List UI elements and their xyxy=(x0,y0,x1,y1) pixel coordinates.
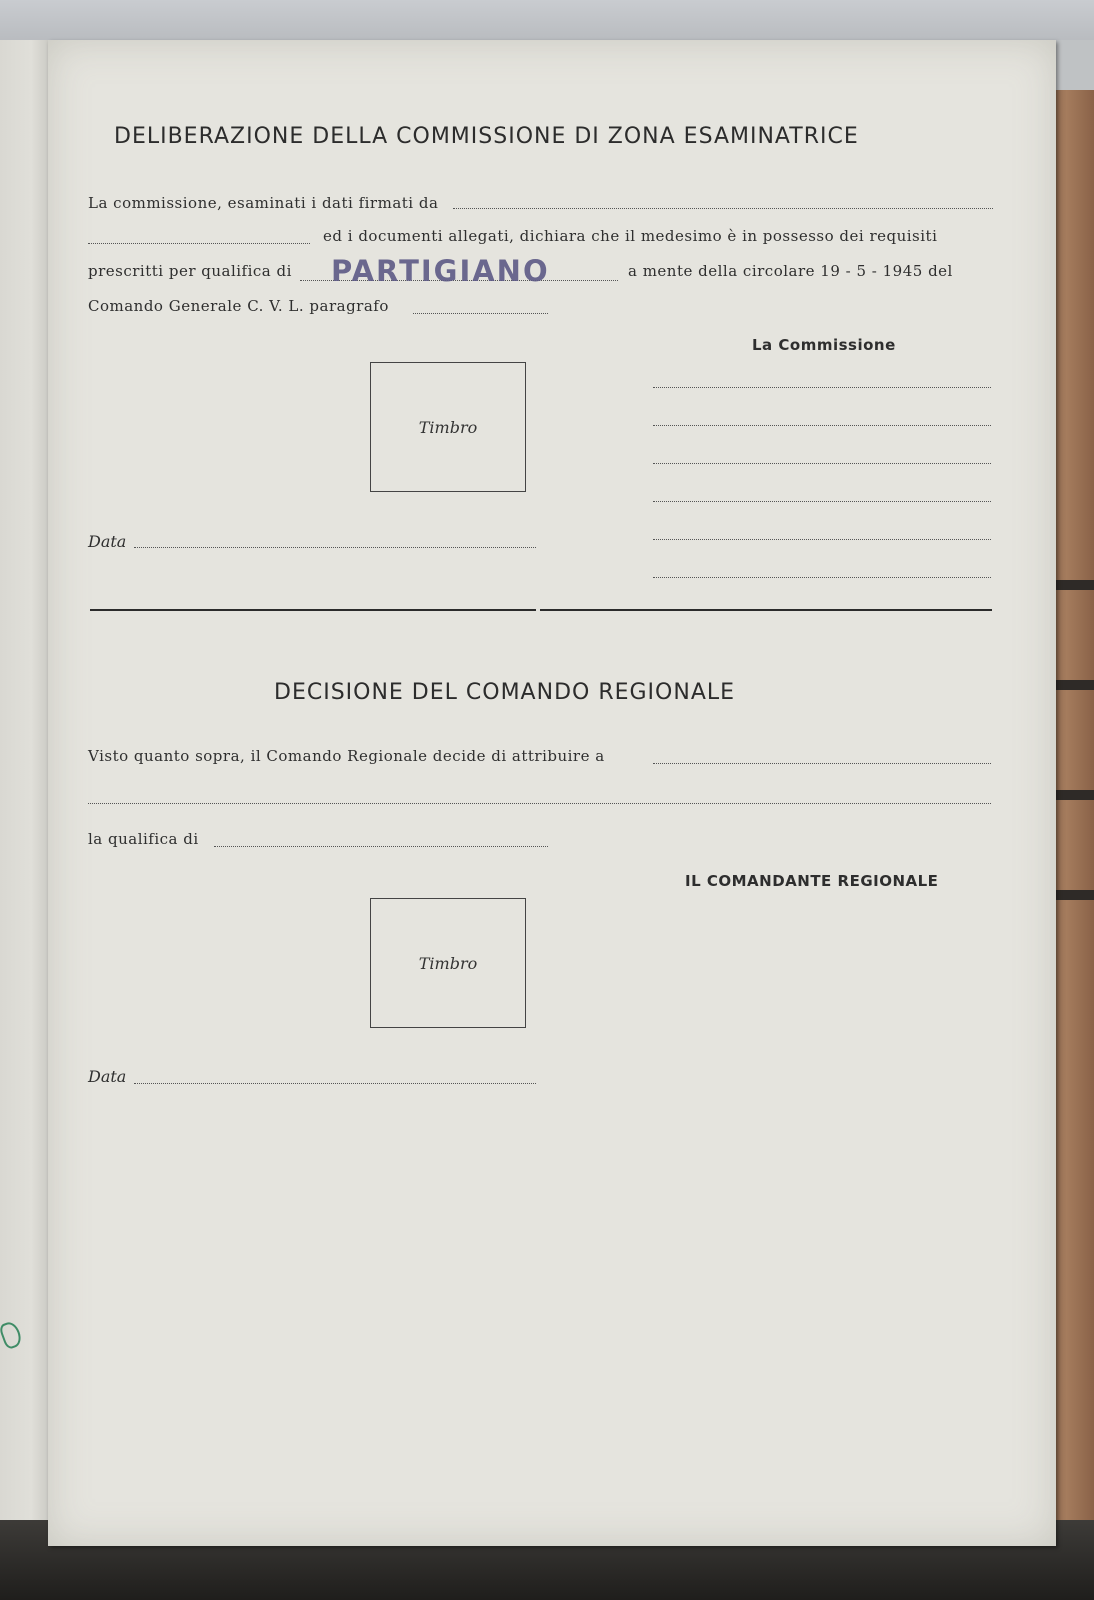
commission-signature-line[interactable] xyxy=(653,501,991,502)
document-page xyxy=(48,40,1056,1546)
date-label-1: Data xyxy=(88,532,127,551)
date-label-2: Data xyxy=(88,1067,127,1086)
stamp-box-2 xyxy=(370,898,526,1028)
recipient-field-cont[interactable] xyxy=(88,803,991,804)
section-title-deliberazione: DELIBERAZIONE DELLA COMMISSIONE DI ZONA ESAMINATRICE xyxy=(114,124,859,149)
date-field-1[interactable] xyxy=(134,547,536,548)
commission-signature-line[interactable] xyxy=(653,387,991,388)
commission-signature-line[interactable] xyxy=(653,577,991,578)
partigiano-stamp: PARTIGIANO xyxy=(331,254,550,288)
qualifica-label: la qualifica di xyxy=(88,830,199,848)
commission-line-3b: a mente della circolare 19 - 5 - 1945 del xyxy=(628,262,953,280)
decision-line-1: Visto quanto sopra, il Comando Regionale decide di attribuire a xyxy=(88,747,605,765)
signer-name-field-cont[interactable] xyxy=(88,243,310,244)
signer-name-field[interactable] xyxy=(453,208,993,209)
recipient-field[interactable] xyxy=(653,763,991,764)
section-title-decisione: DECISIONE DEL COMANDO REGIONALE xyxy=(274,680,736,705)
stamp-label: Timbro xyxy=(418,417,478,437)
commission-signature-line[interactable] xyxy=(653,539,991,540)
section-divider-left xyxy=(90,609,536,611)
commission-signature-line[interactable] xyxy=(653,463,991,464)
background-fabric xyxy=(0,0,1094,40)
section-divider-right xyxy=(540,609,992,611)
stamp-box-1 xyxy=(370,362,526,492)
commission-line-2: ed i documenti allegati, dichiara che il medesimo è in possesso dei requisiti xyxy=(323,227,938,245)
commander-label: IL COMANDANTE REGIONALE xyxy=(685,872,939,890)
commission-line-4: Comando Generale C. V. L. paragrafo xyxy=(88,297,389,315)
commission-line-3a: prescritti per qualifica di xyxy=(88,262,292,280)
previous-page-edge xyxy=(0,40,53,1520)
commission-signature-line[interactable] xyxy=(653,425,991,426)
date-field-2[interactable] xyxy=(134,1083,536,1084)
ink-mark xyxy=(0,1320,24,1351)
commission-label: La Commissione xyxy=(752,336,896,354)
commission-line-1: La commissione, esaminati i dati firmati da xyxy=(88,194,439,212)
qualifica-decision-field[interactable] xyxy=(214,846,548,847)
paragrafo-field[interactable] xyxy=(413,313,548,314)
stamp-label: Timbro xyxy=(418,953,478,973)
